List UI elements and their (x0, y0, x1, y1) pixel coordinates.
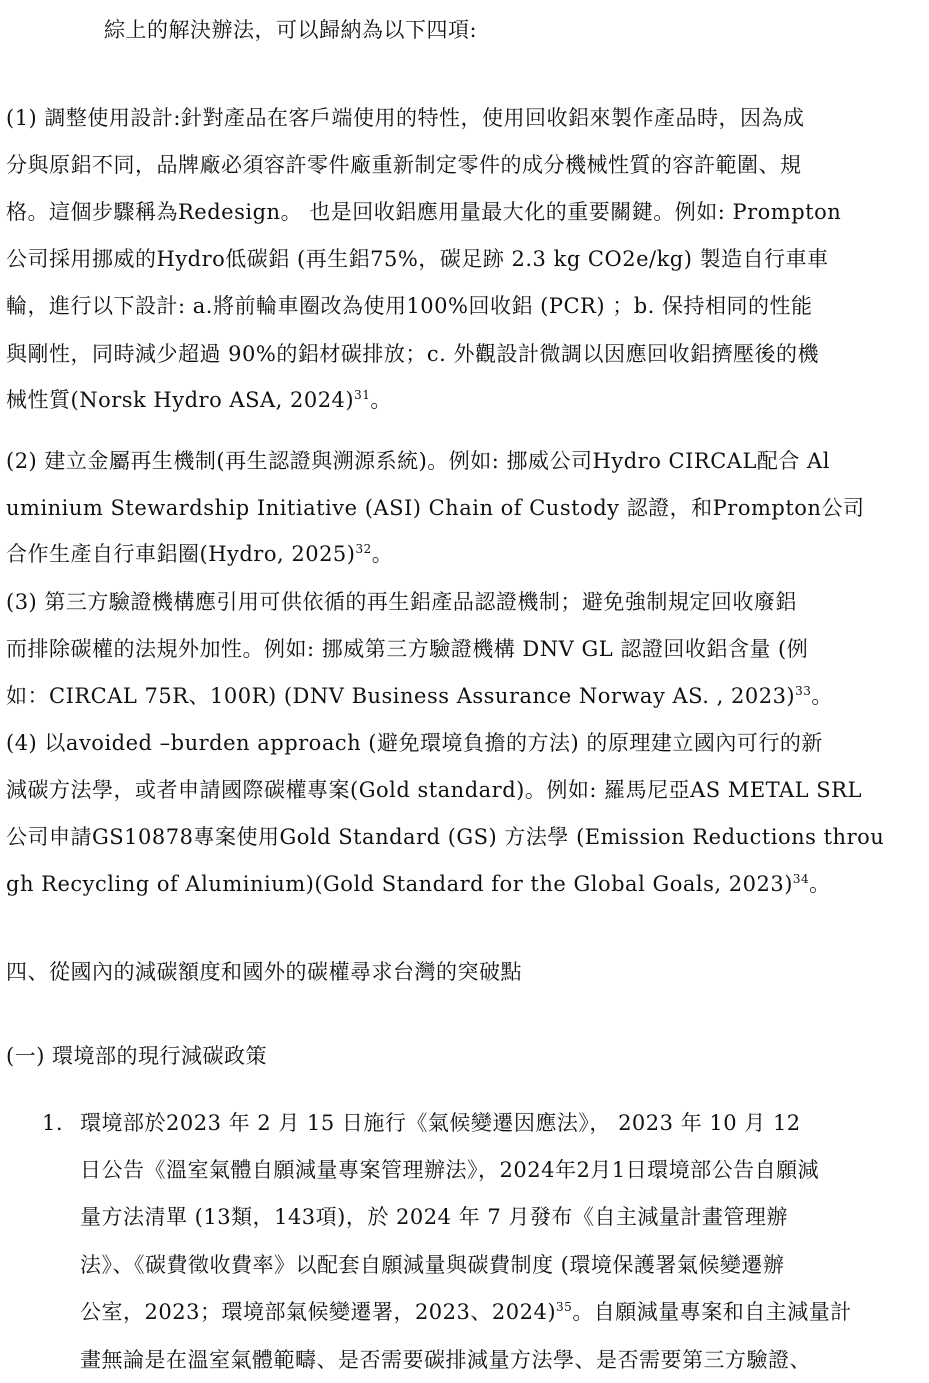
footnote-ref-31[interactable]: 31 (354, 388, 371, 402)
item-2-last-line (6, 539, 393, 569)
item-1-last-line (6, 385, 392, 415)
numbered-item-after-footnote: 。自願減量專案和自主減量計 (572, 1300, 852, 1324)
numbered-item-line-3: 量方法清單 (13類，143項)，於 2024 年 7 月發布《自主減量計畫管理辦 (80, 1205, 788, 1229)
numbered-item-line-2: 日公告《溫室氣體自願減量專案管理辦法》，2024年2月1日環境部公告自願減 (80, 1158, 820, 1182)
footnote-ref-33[interactable]: 33 (795, 684, 812, 698)
item-1-line-4: 公司採用挪威的Hydro低碳鋁 (再生鋁75%，碳足跡 2.3 kg CO2e/kg) 製造自行車車 (6, 247, 829, 271)
footnote-ref-32[interactable]: 32 (355, 542, 372, 556)
item-3-end: 。 (811, 684, 833, 708)
numbered-item-footnote-text: 公室，2023；環境部氣候變遷署，2023、2024) (80, 1300, 557, 1324)
item-3-line-2: 而排除碳權的法規外加性。例如: 挪威第三方驗證機構 DNV GL 認證回收鋁含量 (例 (6, 637, 809, 661)
item-3-last-text: 如：CIRCAL 75R、100R) (DNV Business Assurance Norway AS. , 2023) (6, 684, 796, 708)
item-2-last-text: 合作生產自行車鋁圈(Hydro, 2025) (6, 542, 356, 566)
footnote-ref-35[interactable]: 35 (556, 1300, 573, 1314)
footnote-ref-34[interactable]: 34 (792, 872, 810, 886)
section-heading: 四、從國內的減碳額度和國外的碳權尋求台灣的突破點 (6, 960, 522, 984)
item-3-last-line (6, 681, 833, 711)
item-1-line-5: 輪，進行以下設計: a.將前輪車圈改為使用100%回收鋁 (PCR) ；b. 保持相同的性能 (6, 294, 813, 318)
numbered-item-line-1: 環境部於2023 年 2 月 15 日施行《氣候變遷因應法》， 2023 年 10 月 12 (80, 1111, 801, 1135)
item-4-last-line (6, 869, 831, 899)
numbered-item-line-4: 法》、《碳費徵收費率》以配套自願減量與碳費制度 (環境保護署氣候變遷辦 (80, 1253, 785, 1277)
item-4-line-3: 公司申請GS10878專案使用Gold Standard (GS) 方法學 (Emission Reductions throu (6, 825, 885, 849)
item-2-line-1: (2) 建立金屬再生機制(再生認證與溯源系統)。例如: 挪威公司Hydro CIRCAL配合 Al (6, 449, 830, 473)
item-1-line-2: 分與原鋁不同，品牌廠必須容許零件廠重新制定零件的成分機械性質的容許範圍、規 (6, 153, 802, 177)
item-2-line-2: uminium Stewardship Initiative (ASI) Chain of Custody 認證，和Prompton公司 (6, 496, 865, 520)
item-1-line-3: 格。這個步驟稱為Redesign。 也是回收鋁應用量最大化的重要關鍵。例如: Prompton (6, 200, 842, 224)
item-1-last-text: 械性質(Norsk Hydro ASA, 2024) (6, 388, 355, 412)
item-1-end: 。 (370, 388, 392, 412)
item-1-line-6: 與剛性，同時減少超過 90%的鋁材碳排放；c. 外觀設計微調以因應回收鋁擠壓後的機 (6, 342, 819, 366)
numbered-item-line-5 (80, 1297, 852, 1327)
item-4-last-text: gh Recycling of Aluminium)(Gold Standard for the Global Goals, 2023) (6, 872, 793, 896)
item-2-end: 。 (371, 542, 394, 566)
numbered-item-line-6: 畫無論是在溫室氣體範疇、是否需要碳排減量方法學、是否需要第三方驗證、 (80, 1348, 811, 1372)
item-1-line-1: (1) 調整使用設計:針對產品在客戶端使用的特性，使用回收鋁來製作產品時，因為成 (6, 106, 805, 130)
item-4-end: 。 (809, 872, 831, 896)
intro-line: 綜上的解決辦法，可以歸納為以下四項: (104, 18, 478, 42)
item-3-line-1: (3) 第三方驗證機構應引用可供依循的再生鋁產品認證機制；避免強制規定回收廢鋁 (6, 590, 797, 614)
item-4-line-2: 減碳方法學，或者申請國際碳權專案(Gold standard)。例如: 羅馬尼亞AS METAL SRL (6, 778, 862, 802)
subsection-heading: (一) 環境部的現行減碳政策 (6, 1044, 268, 1068)
numbered-item-number: 1. (42, 1111, 64, 1135)
item-4-line-1: (4) 以avoided –burden approach (避免環境負擔的方法) 的原理建立國內可行的新 (6, 731, 823, 755)
